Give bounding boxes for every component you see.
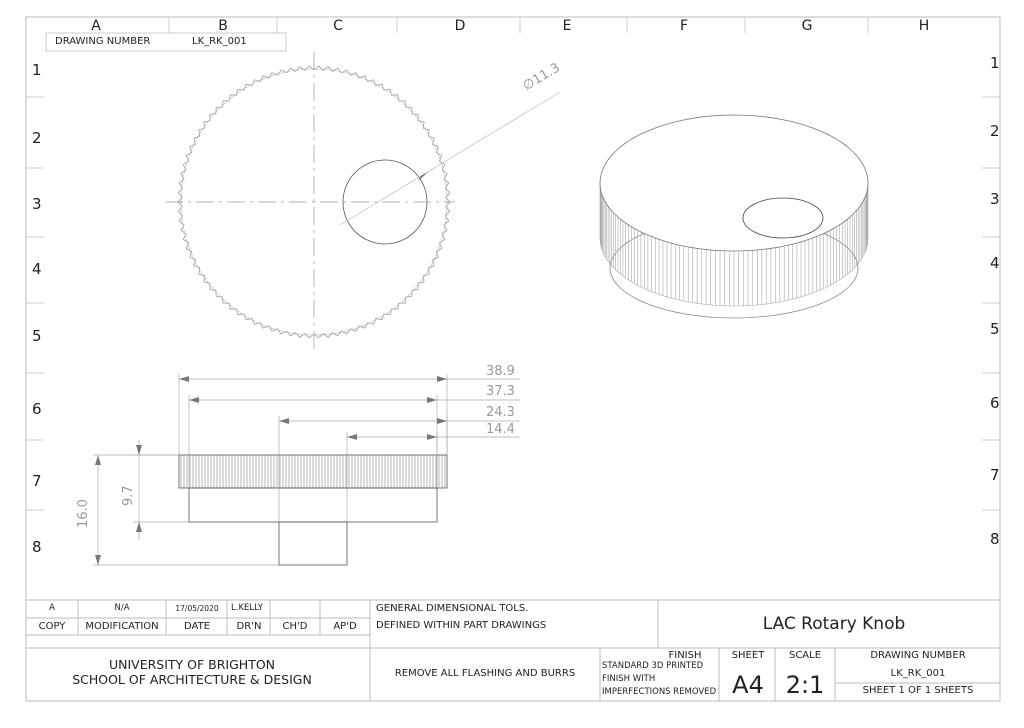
tolerance-line-2: DEFINED WITHIN PART DRAWINGS [376, 620, 547, 631]
revision-drawn: L.KELLY [231, 603, 263, 613]
width-dimension-4: 14.4 [486, 422, 515, 437]
col-label-g: G [801, 18, 813, 34]
header-checked: CH'D [282, 621, 308, 632]
general-note: REMOVE ALL FLASHING AND BURRS [394, 668, 576, 679]
side-shaft [279, 522, 347, 565]
sheet-count: SHEET 1 OF 1 SHEETS [862, 685, 974, 696]
width-dimension-3: 24.3 [486, 405, 515, 420]
col-label-b: B [218, 18, 228, 34]
diameter-dimension: ∅11.3 [520, 60, 563, 95]
col-label-d: D [454, 18, 466, 34]
header-drawing-number-label: DRAWING NUMBER [55, 36, 151, 47]
side-view [179, 455, 447, 565]
width-dimension-1: 38.9 [486, 364, 515, 379]
sheet-size: A4 [732, 671, 764, 699]
row-label-right-6: 6 [990, 394, 1000, 412]
finish-line-3: IMPERFECTIONS REMOVED [602, 687, 717, 697]
scale-label: SCALE [788, 650, 822, 661]
col-label-h: H [918, 18, 930, 34]
col-label-c: C [333, 18, 343, 34]
border-frame [26, 17, 1000, 701]
scale-value: 2:1 [785, 671, 825, 699]
drawing-number-label: DRAWING NUMBER [870, 650, 966, 661]
col-label-e: E [562, 18, 572, 34]
centre-lines [165, 52, 455, 350]
row-label-right-5: 5 [990, 320, 1000, 338]
row-label-left-6: 6 [32, 400, 42, 418]
revision-copy: A [49, 603, 55, 613]
diameter-arrow [418, 172, 428, 181]
height-dimension-top: 9.7 [121, 485, 136, 506]
institution-line-1: UNIVERSITY OF BRIGHTON [108, 657, 276, 672]
header-approved: AP'D [333, 621, 357, 632]
institution-line-2: SCHOOL OF ARCHITECTURE & DESIGN [72, 672, 312, 687]
iso-top-face [600, 115, 868, 251]
row-label-right-3: 3 [990, 190, 1000, 208]
finish-line-1: STANDARD 3D PRINTED [602, 661, 704, 671]
dimension-lines [93, 374, 520, 565]
row-label-left-5: 5 [32, 327, 42, 345]
height-dimension-overall: 16.0 [76, 499, 91, 528]
side-knurl-band [181, 455, 445, 488]
side-skirt [189, 488, 437, 522]
header-modification: MODIFICATION [85, 621, 159, 632]
col-label-f: F [679, 18, 689, 34]
row-label-right-2: 2 [990, 122, 1000, 140]
drawing-title: LAC Rotary Knob [762, 614, 906, 634]
row-label-right-1: 1 [990, 54, 1000, 72]
finish-label: FINISH [668, 650, 702, 661]
row-label-left-7: 7 [32, 472, 42, 490]
header-drawn: DR'N [236, 621, 262, 632]
finish-line-2: FINISH WITH [602, 674, 656, 684]
revision-modification: N/A [114, 603, 130, 613]
col-label-a: A [91, 18, 101, 34]
row-label-left-2: 2 [32, 129, 42, 147]
row-label-left-1: 1 [32, 61, 42, 79]
sheet-label: SHEET [731, 650, 765, 661]
drawing-number: LK_RK_001 [890, 668, 946, 679]
row-label-right-4: 4 [990, 254, 1000, 272]
row-label-right-7: 7 [990, 466, 1000, 484]
row-label-left-4: 4 [32, 260, 42, 278]
row-label-left-3: 3 [32, 195, 42, 213]
header-drawing-number: LK_RK_001 [192, 36, 247, 47]
diameter-leader [340, 92, 560, 225]
iso-view [600, 115, 868, 318]
front-view [165, 52, 563, 350]
revision-date: 17/05/2020 [175, 604, 219, 613]
width-dimension-2: 37.3 [486, 384, 515, 399]
tolerance-line-1: GENERAL DIMENSIONAL TOLS. [376, 603, 529, 614]
header-copy: COPY [38, 621, 66, 632]
row-label-right-8: 8 [990, 530, 1000, 548]
row-label-left-8: 8 [32, 538, 42, 556]
header-date: DATE [183, 621, 211, 632]
